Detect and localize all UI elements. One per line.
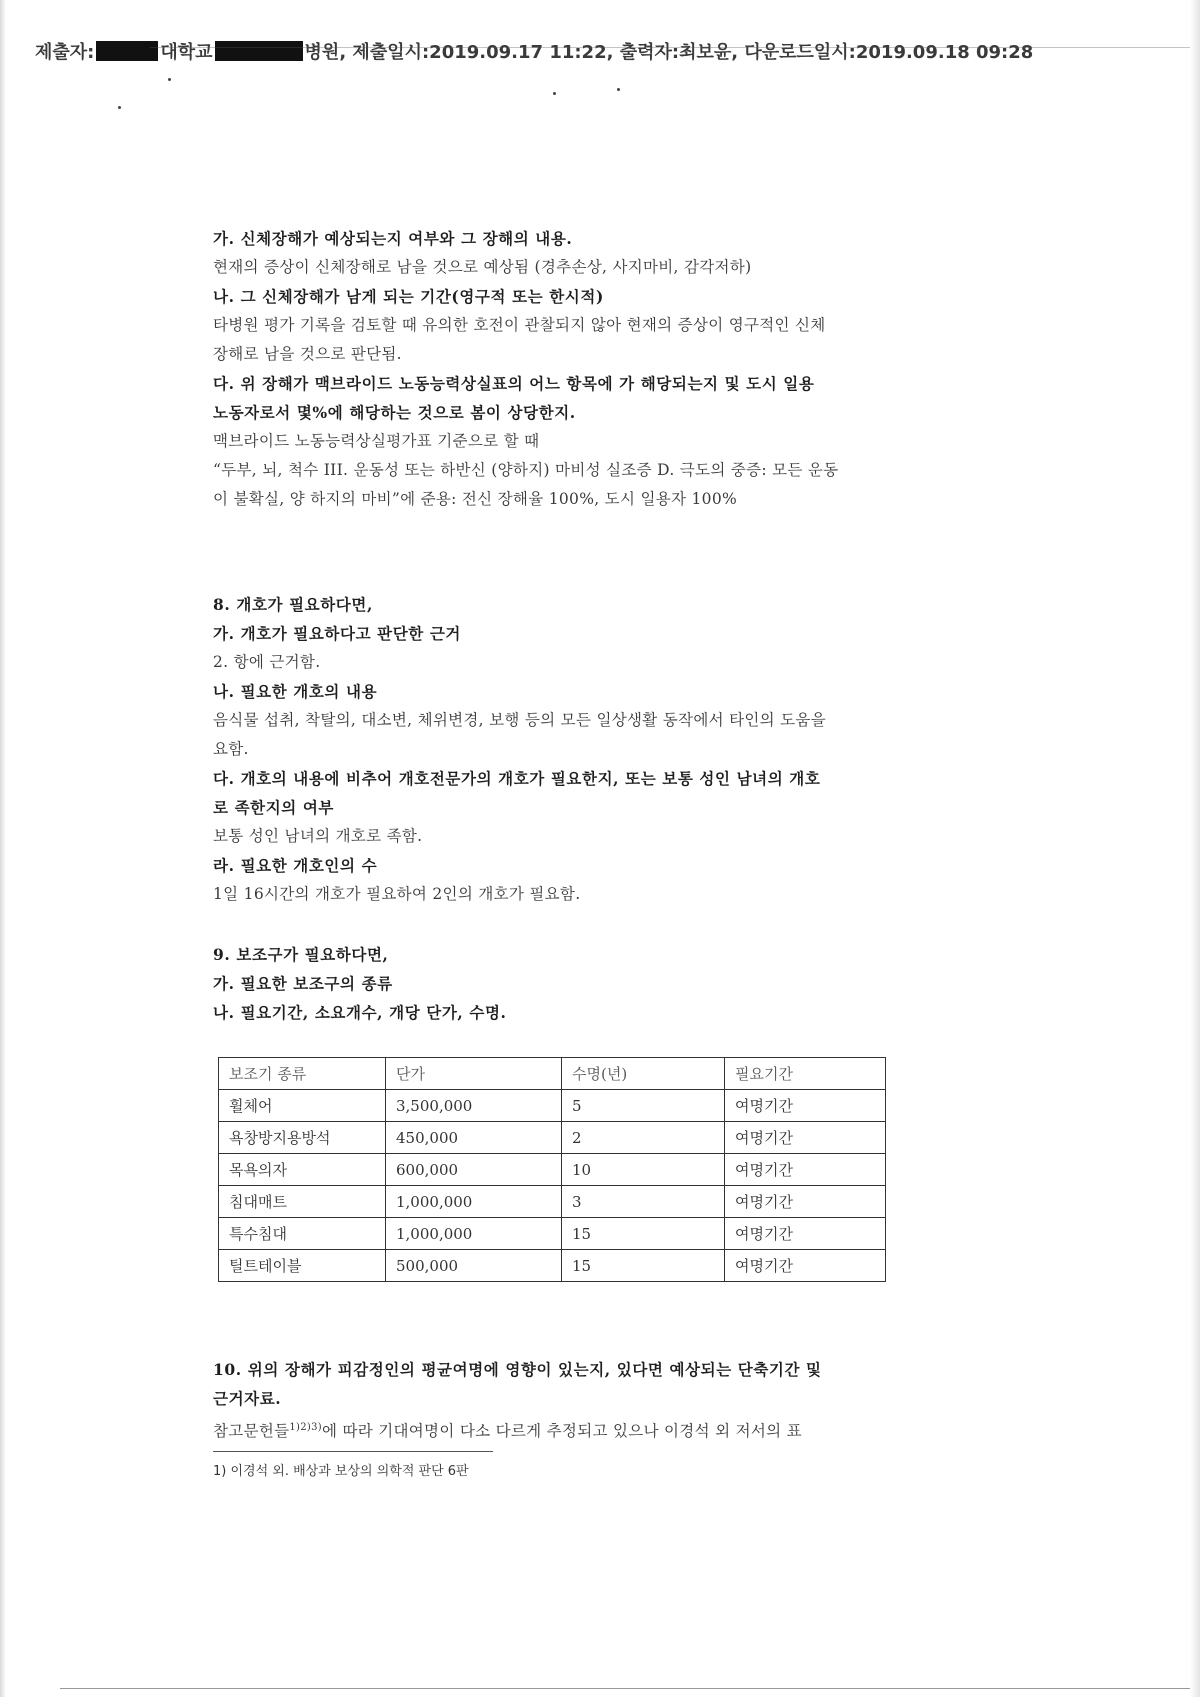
reference-superscript: 1)2)3) xyxy=(289,1422,322,1433)
footnote-rule xyxy=(213,1451,493,1452)
scan-speck xyxy=(118,106,121,109)
header-university-label: 대학교 xyxy=(160,42,213,63)
table-cell: 3,500,000 xyxy=(386,1090,562,1122)
paragraph-text: 현재의 증상이 신체장해로 남을 것으로 예상됨 (경추손상, 사지마비, 감각저하) xyxy=(213,258,752,276)
paragraph-text: 요함. xyxy=(213,740,249,758)
table-cell: 500,000 xyxy=(386,1250,562,1282)
table-cell: 여명기간 xyxy=(725,1122,886,1154)
section-heading: 로 족한지의 여부 xyxy=(213,798,335,817)
table-cell: 여명기간 xyxy=(725,1218,886,1250)
table-cell: 침대매트 xyxy=(219,1186,386,1218)
section-heading: 가. 개호가 필요하다고 판단한 근거 xyxy=(213,624,462,643)
section-7-disability xyxy=(213,224,1053,514)
table-cell: 틸트테이블 xyxy=(219,1250,386,1282)
section-9-aids xyxy=(213,940,1053,1027)
scan-speck xyxy=(553,92,556,95)
page-edge-right xyxy=(1190,0,1200,1697)
table-cell: 휠체어 xyxy=(219,1090,386,1122)
page-bottom-edge xyxy=(60,1688,1190,1689)
section-heading: 나. 필요기간, 소요개수, 개당 단가, 수명. xyxy=(213,1003,507,1022)
section-heading: 근거자료. xyxy=(213,1389,282,1408)
paragraph-text: 보통 성인 남녀의 개호로 족함. xyxy=(213,827,423,845)
table-cell: 15 xyxy=(562,1250,725,1282)
paragraph-text: 장해로 남을 것으로 판단됨. xyxy=(213,345,402,363)
table-header-row xyxy=(219,1058,886,1090)
header-submitter-label: 제출자: xyxy=(35,42,95,63)
table-cell: 600,000 xyxy=(386,1154,562,1186)
table-row xyxy=(219,1250,886,1282)
section-title: 8. 개호가 필요하다면, xyxy=(213,595,373,614)
paragraph-text: 이 불확실, 양 하지의 마비”에 준용: 전신 장해율 100%, 도시 일용자 100% xyxy=(213,490,738,508)
table-cell: 5 xyxy=(562,1090,725,1122)
section-heading: 가. 신체장해가 예상되는지 여부와 그 장해의 내용. xyxy=(213,229,573,248)
paragraph-text-start: 참고문헌들 xyxy=(213,1422,290,1441)
section-heading: 나. 필요한 개호의 내용 xyxy=(213,682,378,701)
redaction-box xyxy=(96,41,158,61)
table-cell: 1,000,000 xyxy=(386,1186,562,1218)
table-cell: 여명기간 xyxy=(725,1250,886,1282)
paragraph-text xyxy=(213,1413,1053,1446)
section-10-life-expectancy xyxy=(213,1355,1053,1446)
document-header xyxy=(35,38,1185,68)
paragraph-text: 맥브라이드 노동능력상실평가표 기준으로 할 때 xyxy=(213,432,540,450)
table-cell: 10 xyxy=(562,1154,725,1186)
table-cell: 특수침대 xyxy=(219,1218,386,1250)
scan-speck xyxy=(168,78,171,81)
table-header-cell: 단가 xyxy=(386,1058,562,1090)
table-row xyxy=(219,1186,886,1218)
header-hospital-text: 병원, 제출일시:2019.09.17 11:22, 출력자:최보윤, 다운로드일시:2019.09.18 09:28 xyxy=(304,42,1034,63)
table-cell: 2 xyxy=(562,1122,725,1154)
section-heading: 라. 필요한 개호인의 수 xyxy=(213,856,378,875)
table-cell: 여명기간 xyxy=(725,1186,886,1218)
page-edge-left xyxy=(0,0,6,1697)
table-cell: 450,000 xyxy=(386,1122,562,1154)
table-header-cell: 필요기간 xyxy=(725,1058,886,1090)
table-cell: 목욕의자 xyxy=(219,1154,386,1186)
header-rule xyxy=(150,47,1190,48)
table-row xyxy=(219,1122,886,1154)
section-heading: 가. 필요한 보조구의 종류 xyxy=(213,974,393,993)
table-cell: 3 xyxy=(562,1186,725,1218)
section-8-care xyxy=(213,590,1053,909)
paragraph-text: 음식물 섭취, 착탈의, 대소변, 체위변경, 보행 등의 모든 일상생활 동작에서 타인의 도움을 xyxy=(213,711,826,729)
table-header-cell: 보조기 종류 xyxy=(219,1058,386,1090)
paragraph-text: 2. 항에 근거함. xyxy=(213,653,321,671)
redaction-box xyxy=(215,41,303,61)
section-heading: 다. 개호의 내용에 비추어 개호전문가의 개호가 필요한지, 또는 보통 성인 남녀의 개호 xyxy=(213,769,821,788)
table-cell: 욕창방지용방석 xyxy=(219,1122,386,1154)
paragraph-text: 1일 16시간의 개호가 필요하여 2인의 개호가 필요함. xyxy=(213,885,581,903)
paragraph-text-rest: 에 따라 기대여명이 다소 다르게 추정되고 있으나 이경석 외 저서의 표 xyxy=(321,1422,802,1441)
table-row xyxy=(219,1090,886,1122)
paragraph-text: 타병원 평가 기록을 검토할 때 유의한 호전이 관찰되지 않아 현재의 증상이 영구적인 신체 xyxy=(213,316,826,334)
table-cell: 여명기간 xyxy=(725,1090,886,1122)
scan-speck xyxy=(617,88,620,91)
assistive-device-table xyxy=(218,1057,886,1282)
section-title: 9. 보조구가 필요하다면, xyxy=(213,945,389,964)
footnote: 1) 이경석 외. 배상과 보상의 의학적 판단 6판 xyxy=(213,1464,469,1479)
section-heading: 나. 그 신체장해가 남게 되는 기간(영구적 또는 한시적) xyxy=(213,287,604,306)
table-row xyxy=(219,1218,886,1250)
table-cell: 15 xyxy=(562,1218,725,1250)
table-row xyxy=(219,1154,886,1186)
section-heading: 노동자로서 몇%에 해당하는 것으로 봄이 상당한지. xyxy=(213,403,576,422)
table-cell: 여명기간 xyxy=(725,1154,886,1186)
table-header-cell: 수명(년) xyxy=(562,1058,725,1090)
section-heading: 10. 위의 장해가 피감정인의 평균여명에 영향이 있는지, 있다면 예상되는 단축기간 및 xyxy=(213,1360,822,1379)
paragraph-text: “두부, 뇌, 척수 III. 운동성 또는 하반신 (양하지) 마비성 실조증 D. 극도의 중증: 모든 운동 xyxy=(213,461,839,479)
table-cell: 1,000,000 xyxy=(386,1218,562,1250)
section-heading: 다. 위 장해가 맥브라이드 노동능력상실표의 어느 항목에 가 해당되는지 및 도시 일용 xyxy=(213,374,815,393)
